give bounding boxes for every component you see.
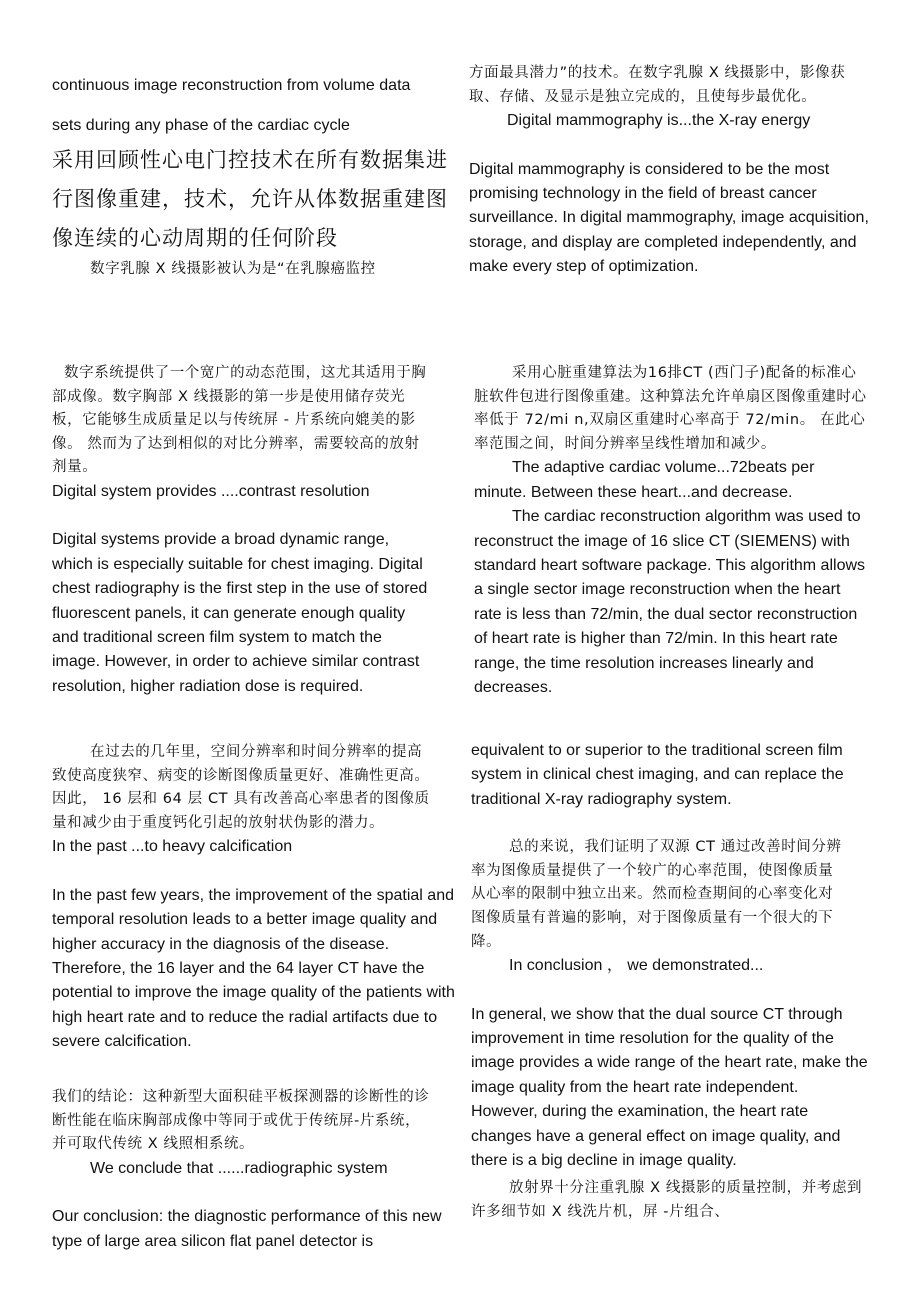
summary-line: Digital mammography is...the X-ray energy (507, 112, 811, 130)
summary-line: Digital system provides ....contrast resolution (52, 482, 370, 500)
right-block-2 (474, 362, 868, 700)
right-block-3 (471, 739, 869, 1225)
chinese-paragraph: 在过去的几年里，空间分辨率和时间分辨率的提高致使高度狭窄、病变的诊断图像质量更好、准确性更高。因此， 16 层和 64 层 CT 具有改善高心率患者的图像质量和减少由于重度钙化引起的放射状伪影的潜力。 (52, 744, 430, 831)
english-paragraph: In general, we show that the dual source CT through improvement in time resolution for the quality of the image provides a wide range of the heart rate, make the image quality from the heart rate independent. However, during the examination, the heart rate changes have a general effect on image quality, and there is a big decline in image quality. (471, 1005, 868, 1170)
phrase-line-1: continuous image reconstruction from volume data (52, 77, 411, 94)
chinese-paragraph: 采用心脏重建算法为16排CT (西门子)配备的标准心脏软件包进行图像重建。这种算法允许单扇区图像重建时心率低于 72/mi n,双扇区重建时心率高于 72/min。 在此心率范围之间，时间分辨率呈线性增加和减少。 (474, 365, 867, 452)
chinese-paragraph-tail: 放射界十分注重乳腺 X 线摄影的质量控制，并考虑到许多细节如 X 线洗片机，屏 -片组合、 (471, 1180, 863, 1221)
summary-line: In conclusion ， we demonstrated... (509, 957, 764, 975)
summary-line: We conclude that ......radiographic system (90, 1159, 388, 1177)
english-paragraph: Our conclusion: the diagnostic performance of this new type of large area silicon flat panel detector is (52, 1208, 442, 1250)
english-continuation: equivalent to or superior to the traditional screen film system in clinical chest imaging, and can replace the traditional X-ray radiography system. (471, 742, 844, 808)
left-block-2 (52, 362, 434, 699)
summary-line: The adaptive cardiac volume...72beats per minute. Between these heart...and decrease. (474, 459, 815, 501)
english-paragraph: In the past few years, the improvement of the spatial and temporal resolution leads to a better image quality and higher accuracy in the diagnosis of the disease. Therefore, the 16 layer and the 64 layer CT have the potential to improve the image quality of the patients with high heart rate and to reduce the radial artifacts due to severe calcification. (52, 886, 455, 1051)
right-block-1 (469, 62, 869, 280)
english-paragraph: Digital systems provide a broad dynamic range, which is especially suitable for chest imaging. Digital chest radiography is the first step in the use of stored fluorescent panels, it can generate enough quality and traditional screen film system to match the image. However, in order to achieve similar contrast resolution, higher radiation dose is required. (52, 531, 428, 695)
left-block-1 (52, 74, 452, 281)
chinese-paragraph: 数字系统提供了一个宽广的动态范围，这尤其适用于胸部成像。数字胸部 X 线摄影的第一步是使用储存荧光板，它能够生成质量足以与传统屏 - 片系统向媲美的影像。 然而为了达到相似的对比分辨率，需要较高的放射剂量。 (52, 365, 427, 476)
chinese-paragraph: 总的来说，我们证明了双源 CT 通过改善时间分辨率为图像质量提供了一个较广的心率范围，使图像质量从心率的限制中独立出来。然而检查期间的心率变化对图像质量有普遍的影响，对于图像质量有一个很大的下降。 (471, 839, 842, 950)
phrase-line-2: sets during any phase of the cardiac cycle (52, 117, 350, 135)
large-chinese-text: 采用回顾性心电门控技术在所有数据集进行图像重建，技术，允许从体数据重建图像连续的心动周期的任何阶段 (52, 147, 448, 250)
chinese-paragraph: 我们的结论：这种新型大面积硅平板探测器的诊断性的诊断性能在临床胸部成像中等同于或优于传统屏-片系统，并可取代传统 X 线照相系统。 (52, 1089, 430, 1153)
chinese-paragraph: 数字乳腺 X 线摄影被认为是“在乳腺癌监控 (90, 260, 376, 277)
left-block-4 (52, 1086, 442, 1254)
english-paragraph: The cardiac reconstruction algorithm was used to reconstruct the image of 16 slice CT (SIEMENS) with standard heart software package. This algorithm allows a single sector image reconstruction when the heart rate is less than 72/min, the dual sector reconstruction of heart rate is higher than 72/min. In this heart rate range, the time resolution increases linearly and decreases. (474, 508, 866, 697)
summary-line: In the past ...to heavy calcification (52, 838, 293, 856)
english-paragraph: Digital mammography is considered to be the most promising technology in the field of breast cancer surveillance. In digital mammography, image acquisition, storage, and display are completed independently, and make every step of optimization. (469, 160, 869, 276)
left-block-3 (52, 741, 455, 1055)
chinese-paragraph: 方面最具潜力”的技术。在数字乳腺 X 线摄影中，影像获取、存储、及显示是独立完成的，且使每步最优化。 (469, 65, 846, 105)
